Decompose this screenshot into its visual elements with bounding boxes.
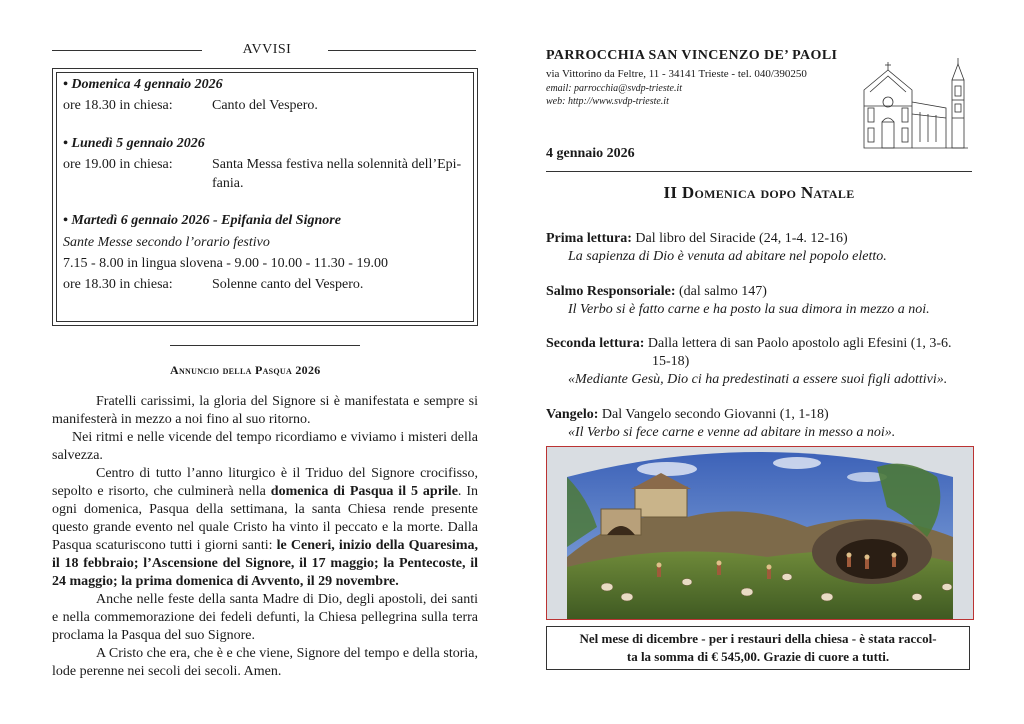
- event-head: • Lunedì 5 gennaio 2026: [63, 136, 205, 151]
- reading-quote: «Il Verbo si fece carne e venne ad abitare in messo a noi».: [568, 425, 896, 440]
- event-text: Solenne canto del Vespero.: [212, 277, 364, 292]
- annuncio-body: [52, 393, 478, 681]
- annuncio-rule: [170, 345, 360, 346]
- annuncio-paragraph: Nei ritmi e nelle vicende del tempo ricordiamo e viviamo i misteri della salvezza.: [52, 430, 478, 463]
- event-subtitle: Sante Messe secondo l’orario festivo: [63, 235, 270, 250]
- notice-line: ta la somma di € 545,00. Grazie di cuore a tutti.: [626, 649, 890, 664]
- sunday-title: II Domenica dopo Natale: [663, 183, 855, 202]
- annuncio-paragraph: Fratelli carissimi, la gloria del Signore si è manifestata e sempre si manifesterà in mezzo a noi fino al suo ritorno.: [52, 394, 478, 427]
- nativity-scene-image: [547, 447, 973, 619]
- reading-label: Vangelo:: [546, 407, 599, 422]
- event-row: [63, 275, 473, 294]
- reading-ref-cont: 15-18): [652, 354, 690, 369]
- reading-label: Salmo Responsoriale:: [546, 284, 676, 299]
- bulletin-date: 4 gennaio 2026: [546, 146, 635, 161]
- parish-email: email: parrocchia@svdp-trieste.it: [546, 83, 683, 94]
- annuncio-paragraph: A Cristo che era, che è e che viene, Signore del tempo e della storia, lode perenne nei secoli dei secoli. Amen.: [52, 646, 478, 679]
- reading-quote: La sapienza di Dio è venuta ad abitare nel popolo eletto.: [568, 249, 887, 264]
- reading-label: Prima lettura:: [546, 231, 632, 246]
- event-time: ore 18.30 in chiesa:: [63, 277, 173, 292]
- parish-address: via Vittorino da Feltre, 11 - 34141 Trieste - tel. 040/390250: [546, 68, 807, 80]
- reading-ref: Dal Vangelo secondo Giovanni (1, 1-18): [598, 407, 829, 422]
- parish-name: PARROCCHIA SAN VINCENZO DE’ PAOLI: [546, 48, 838, 63]
- avvisi-rule-left: [52, 50, 202, 51]
- avvisi-title: AVVISI: [242, 42, 292, 57]
- reading-ref: (dal salmo 147): [675, 284, 767, 299]
- annuncio-paragraph: Centro di tutto l’anno liturgico è il Triduo del Signore crocifisso, sepolto e risorto, che culminerà nella domenica di Pasqua il 5 aprile. In ogni domenica, Pasqua della settimana, la santa Chiesa rende presente questo grande evento nel quale Cristo ha vinto il peccato e la morte. Dalla Pasqua scaturiscono tutti i giorni santi: le Ceneri, inizio della Quaresima, il 18 febbraio; l’Ascensione del Signore, il 17 maggio; la Pentecoste, il 24 maggio; la prima domenica di Avvento, il 29 novembre.: [52, 466, 478, 589]
- donation-notice: [546, 626, 970, 670]
- event-head: • Domenica 4 gennaio 2026: [63, 77, 223, 92]
- reading-second: [546, 335, 972, 389]
- event-times: 7.15 - 8.00 in lingua slovena - 9.00 - 10.00 - 11.30 - 19.00: [63, 256, 388, 271]
- nativity-photo: [546, 446, 974, 620]
- reading-ref: Dalla lettera di san Paolo apostolo agli Efesini (1, 3-6.: [644, 336, 952, 351]
- header-rule: [546, 171, 972, 172]
- event-row: [63, 96, 473, 115]
- event-time: ore 19.00 in chiesa:: [63, 157, 173, 172]
- event-text: Santa Messa festiva nella solennità dell’Epi-: [212, 157, 462, 172]
- reading-psalm: [546, 283, 972, 319]
- reading-gospel: [546, 406, 972, 442]
- annuncio-title: Annuncio della Pasqua 2026: [170, 363, 321, 377]
- event-text: Canto del Vespero.: [212, 98, 318, 113]
- event-text-cont: fania.: [212, 176, 244, 191]
- annuncio-paragraph: Anche nelle feste della santa Madre di Dio, degli apostoli, dei santi e nella commemorazione dei fedeli defunti, la Chiesa pellegrina sulla terra proclama la Pasqua del suo Signore.: [52, 592, 478, 643]
- notice-line: Nel mese di dicembre - per i restauri della chiesa - è stata raccol-: [579, 631, 937, 646]
- event-row: [63, 155, 473, 193]
- event-time: ore 18.30 in chiesa:: [63, 98, 173, 113]
- reading-label: Seconda lettura:: [546, 336, 645, 351]
- event-head: • Martedì 6 gennaio 2026 - Epifania del Signore: [63, 213, 341, 228]
- reading-quote: «Mediante Gesù, Dio ci ha predestinati a essere suoi figli adottivi».: [568, 372, 948, 387]
- avvisi-rule-right: [328, 50, 476, 51]
- reading-ref: Dal libro del Siracide (24, 1-4. 12-16): [631, 231, 848, 246]
- reading-first: [546, 230, 972, 266]
- parish-web: web: http://www.svdp-trieste.it: [546, 96, 669, 107]
- church-drawing-icon: [858, 52, 972, 152]
- reading-quote: Il Verbo si è fatto carne e ha posto la sua dimora in mezzo a noi.: [568, 302, 930, 317]
